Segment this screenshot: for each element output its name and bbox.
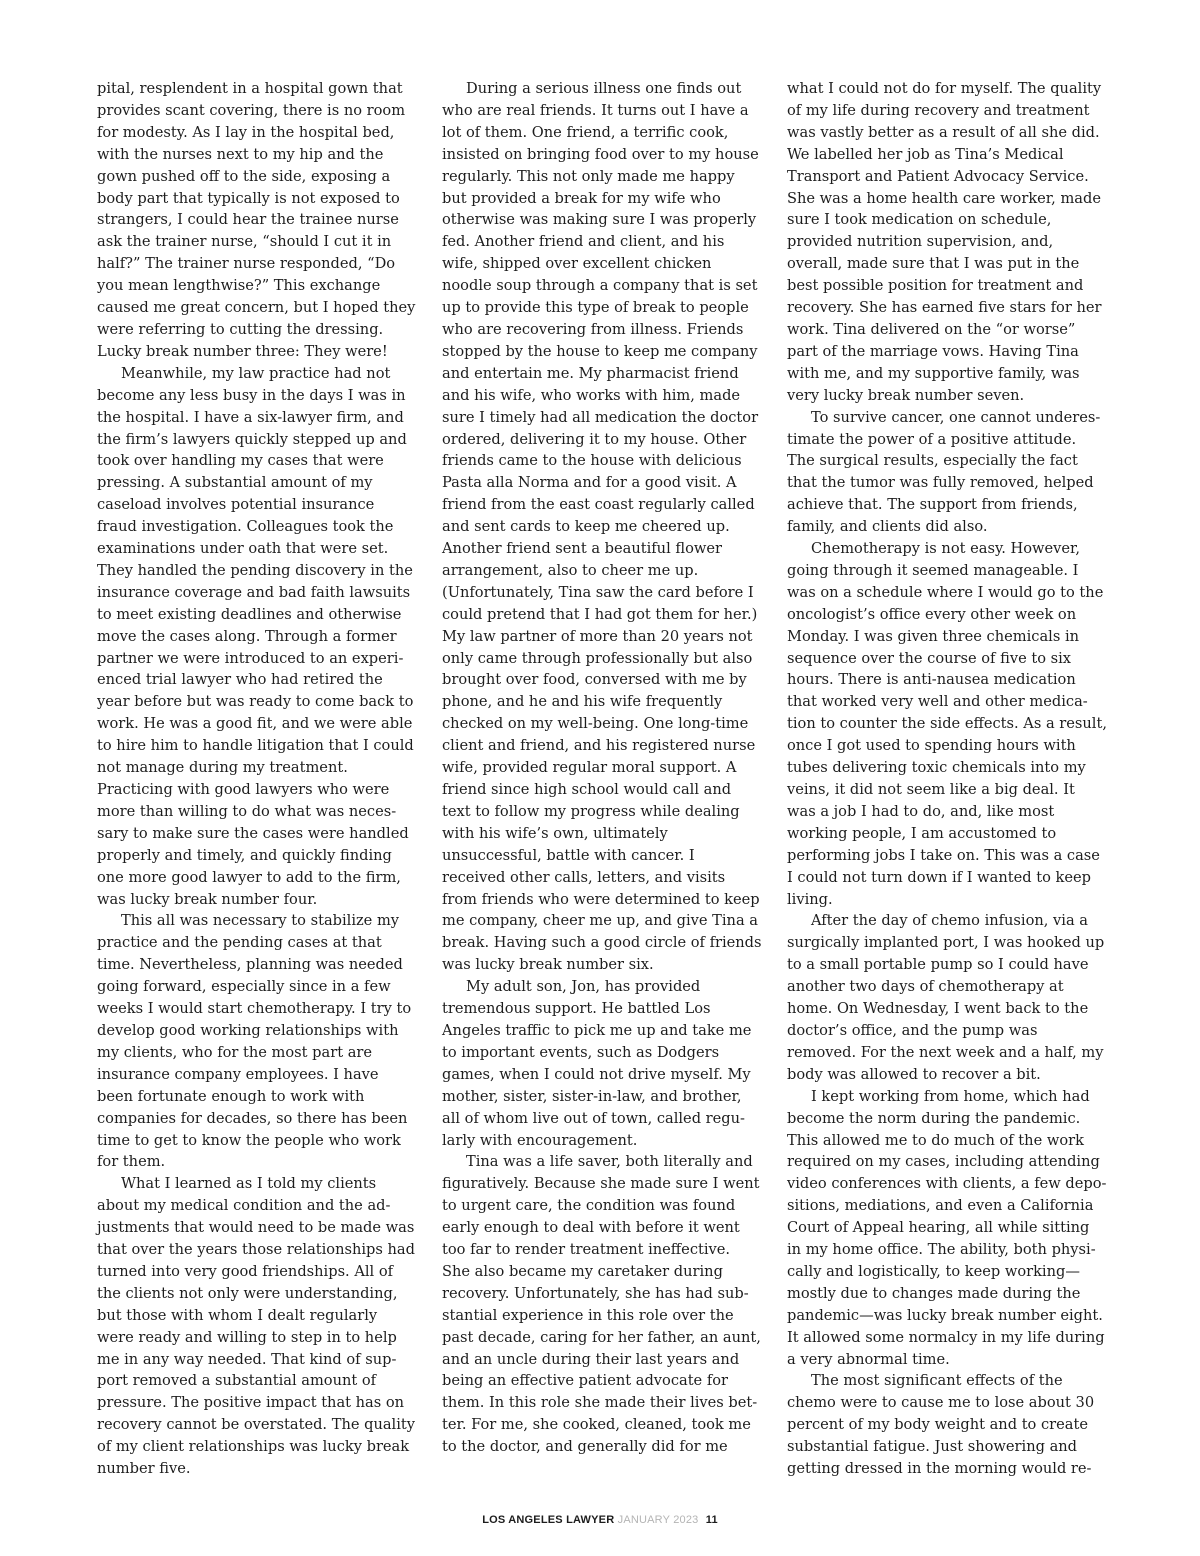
text-column-3 <box>787 78 1107 1480</box>
paragraph: I kept working from home, which had become the norm during the pandemic. This allowed me to do much of the work required on my cases, including attending video conferences with clients, a few depositions, mediations, and even a California Court of Appeal hearing, all while sitting in my home office. The ability, both physically and logistically, to keep working—mostly due to changes made during the pandemic—was lucky break number eight. It allowed some normalcy in my life during a very abnormal time. <box>787 1087 1107 1368</box>
paragraph: The most significant effects of the chemo were to cause me to lose about 30 percent of my body weight and to create substantial fatigue. Just showering and getting dressed in the morning would re- <box>787 1372 1095 1478</box>
paragraph: During a serious illness one finds out who are real friends. It turns out I have a lot of them. One friend, a terrific cook, insisted on bringing food over to my house regularly. This not only made me happy but provided a break for my wife who otherwise was making sure I was properly fed. Another friend and client, and his wife, shipped over excellent chicken noodle soup through a company that is set up to provide this type of break to people who are recovering from illness. Friends stopped by the house to keep me company and entertain me. My pharmacist friend and his wife, who works with him, made sure I timely had all medication the doctor ordered, delivering it to my house. Other friends came to the house with delicious Pasta alla Norma and for a good visit. A friend from the east coast regularly called and sent cards to keep me cheered up. Another friend sent a beautiful flower arrangement, also to cheer me up. (Unfortunately, Tina saw the card before I could pretend that I had got them for her.) My law partner of more than 20 years not only came through professionally but also brought over food, conversed with me by phone, and he and his wife frequently checked on my well-being. One long-time client and friend, and his registered nurse wife, provided regular moral support. A friend since high school would call and text to follow my progress while dealing with his wife’s own, ultimately unsuccessful, battle with cancer. I received other calls, letters, and visits from friends who were determined to keep me company, cheer me up, and give Tina a break. Having such a good circle of friends was lucky break number six. <box>442 80 762 974</box>
text-column-1 <box>97 78 417 1480</box>
paragraph: what I could not do for myself. The quality of my life during recovery and treatment was vastly better as a result of all she did. We labelled her job as Tina’s Medical Transport and Patient Advocacy Service. She was a home health care worker, made sure I took medication on schedule, provided nutrition supervision, and, overall, made sure that I was put in the best possible position for treatment and recovery. She has earned five stars for her work. Tina delivered on the “or worse” part of the marriage vows. Having Tina with me, and my supportive family, was very lucky break number seven. <box>787 80 1102 404</box>
publication-name: LOS ANGELES LAWYER <box>482 1514 615 1526</box>
paragraph: Chemotherapy is not easy. However, going through it seemed manageable. I was on a schedule where I would go to the oncologist’s office every other week on Monday. I was given three chemicals in sequence over the course of five to six hours. There is anti-nausea medication that worked very well and other medication to counter the side effects. As a result, once I got used to spending hours with tubes delivering toxic chemicals into my veins, it did not seem like a big deal. It was a job I had to do, and, like most working people, I am accustomed to performing jobs I take on. This was a case I could not turn down if I wanted to keep living. <box>787 540 1107 908</box>
paragraph: Tina was a life saver, both literally and figuratively. Because she made sure I went to urgent care, the condition was found early enough to deal with before it went too far to render treatment ineffective. She also became my caretaker during recovery. Unfortunately, she has had substantial experience in this role over the past decade, caring for her father, an aunt, and an uncle during their last years and being an effective patient advocate for them. In this role she made their lives better. For me, she cooked, cleaned, took me to the doctor, and generally did for me <box>442 1153 761 1456</box>
paragraph: After the day of chemo infusion, via a surgically implanted port, I was hooked up to a small portable pump so I could have another two days of chemotherapy at home. On Wednesday, I went back to the doctor’s office, and the pump was removed. For the next week and a half, my body was allowed to recover a bit. <box>787 912 1105 1083</box>
paragraph: pital, resplendent in a hospital gown that provides scant covering, there is no room for modesty. As I lay in the hospital bed, with the nurses next to my hip and the gown pushed off to the side, exposing a body part that typically is not exposed to strangers, I could hear the trainee nurse ask the trainer nurse, “should I cut it in half?” The trainer nurse responded, “Do you mean lengthwise?” This exchange caused me great concern, but I hoped they were referring to cutting the dressing. Lucky break number three: They were! <box>97 80 416 360</box>
paragraph: My adult son, Jon, has provided tremendous support. He battled Los Angeles traffic to pick me up and take me to important events, such as Dodgers games, when I could not drive myself. My mother, sister, sister-in-law, and brother, all of whom live out of town, called regularly with encouragement. <box>442 978 752 1149</box>
paragraph: What I learned as I told my clients about my medical condition and the adjustments that would need to be made was that over the years those relationships had turned into very good friendships. All of the clients not only were understanding, but those with whom I dealt regularly were ready and willing to step in to help me in any way needed. That kind of support removed a substantial amount of pressure. The positive impact that has on recovery cannot be overstated. The quality of my client relationships was lucky break number five. <box>97 1175 416 1478</box>
text-column-2 <box>442 78 762 1458</box>
issue-date: JANUARY 2023 <box>617 1514 699 1526</box>
paragraph: Meanwhile, my law practice had not become any less busy in the days I was in the hospital. I have a six-lawyer firm, and the firm’s lawyers quickly stepped up and took over handling my cases that were pressing. A substantial amount of my caseload involves potential insurance fraud investigation. Colleagues took the examinations under oath that were set. They handled the pending discovery in the insurance coverage and bad faith lawsuits to meet existing deadlines and otherwise move the cases along. Through a former partner we were introduced to an experienced trial lawyer who had retired the year before but was ready to come back to work. He was a good fit, and we were able to hire him to handle litigation that I could not manage during my treatment. Practicing with good lawyers who were more than willing to do what was necessary to make sure the cases were handled properly and timely, and quickly finding one more good lawyer to add to the firm, was lucky break number four. <box>97 364 414 908</box>
paragraph: To survive cancer, one cannot underestimate the power of a positive attitude. The surgical results, especially the fact that the tumor was fully removed, helped achieve that. The support from friends, family, and clients did also. <box>787 408 1101 536</box>
page-footer <box>0 1514 1200 1526</box>
paragraph: This all was necessary to stabilize my practice and the pending cases at that time. Nevertheless, planning was needed going forward, especially since in a few weeks I would start chemotherapy. I try to develop good working relationships with my clients, who for the most part are insurance company employees. I have been fortunate enough to work with companies for decades, so there has been time to get to know the people who work for them. <box>97 912 412 1171</box>
page-number: 11 <box>705 1514 718 1526</box>
